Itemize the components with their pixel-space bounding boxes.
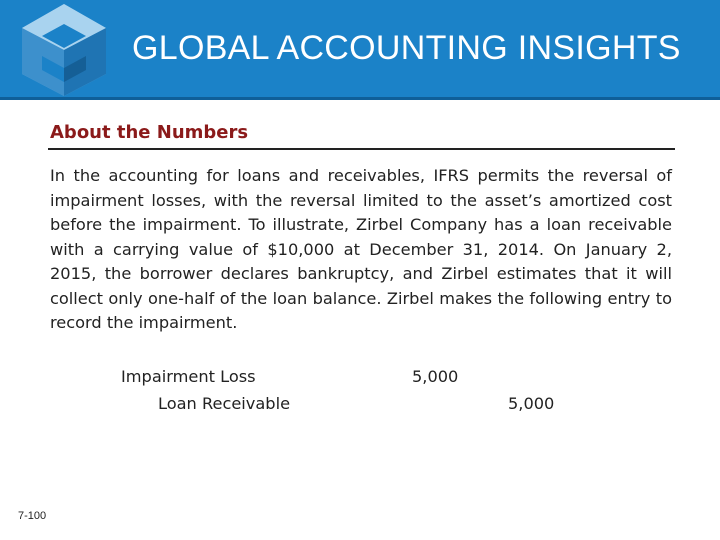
- body-paragraph: In the accounting for loans and receivables, IFRS permits the reversal of impairment losses, with the reversal limited to the asset’s amortized cost before the impairment. To illustrate, Zirbel Company has a loan receivable with a carrying value of $10,000 at December 31, 2014. On January 2, 2015, the borrower declares bankruptcy, and Zirbel estimates that it will collect only one-half of the loan balance. Zirbel makes the following entry to record the impairment.: [50, 166, 672, 332]
- header-banner: [0, 0, 720, 100]
- page-number: 7-100: [18, 510, 47, 522]
- journal-debit-amount: 5,000: [412, 367, 459, 386]
- section-title: About the Numbers: [50, 122, 249, 143]
- journal-credit-account: Loan Receivable: [158, 394, 291, 413]
- cube-logo-icon: [20, 2, 108, 98]
- banner-title: GLOBAL ACCOUNTING INSIGHTS: [132, 29, 681, 67]
- journal-credit-amount: 5,000: [508, 394, 555, 413]
- banner-divider: [0, 97, 720, 100]
- journal-debit-account: Impairment Loss: [121, 367, 256, 386]
- section-rule: [48, 148, 675, 150]
